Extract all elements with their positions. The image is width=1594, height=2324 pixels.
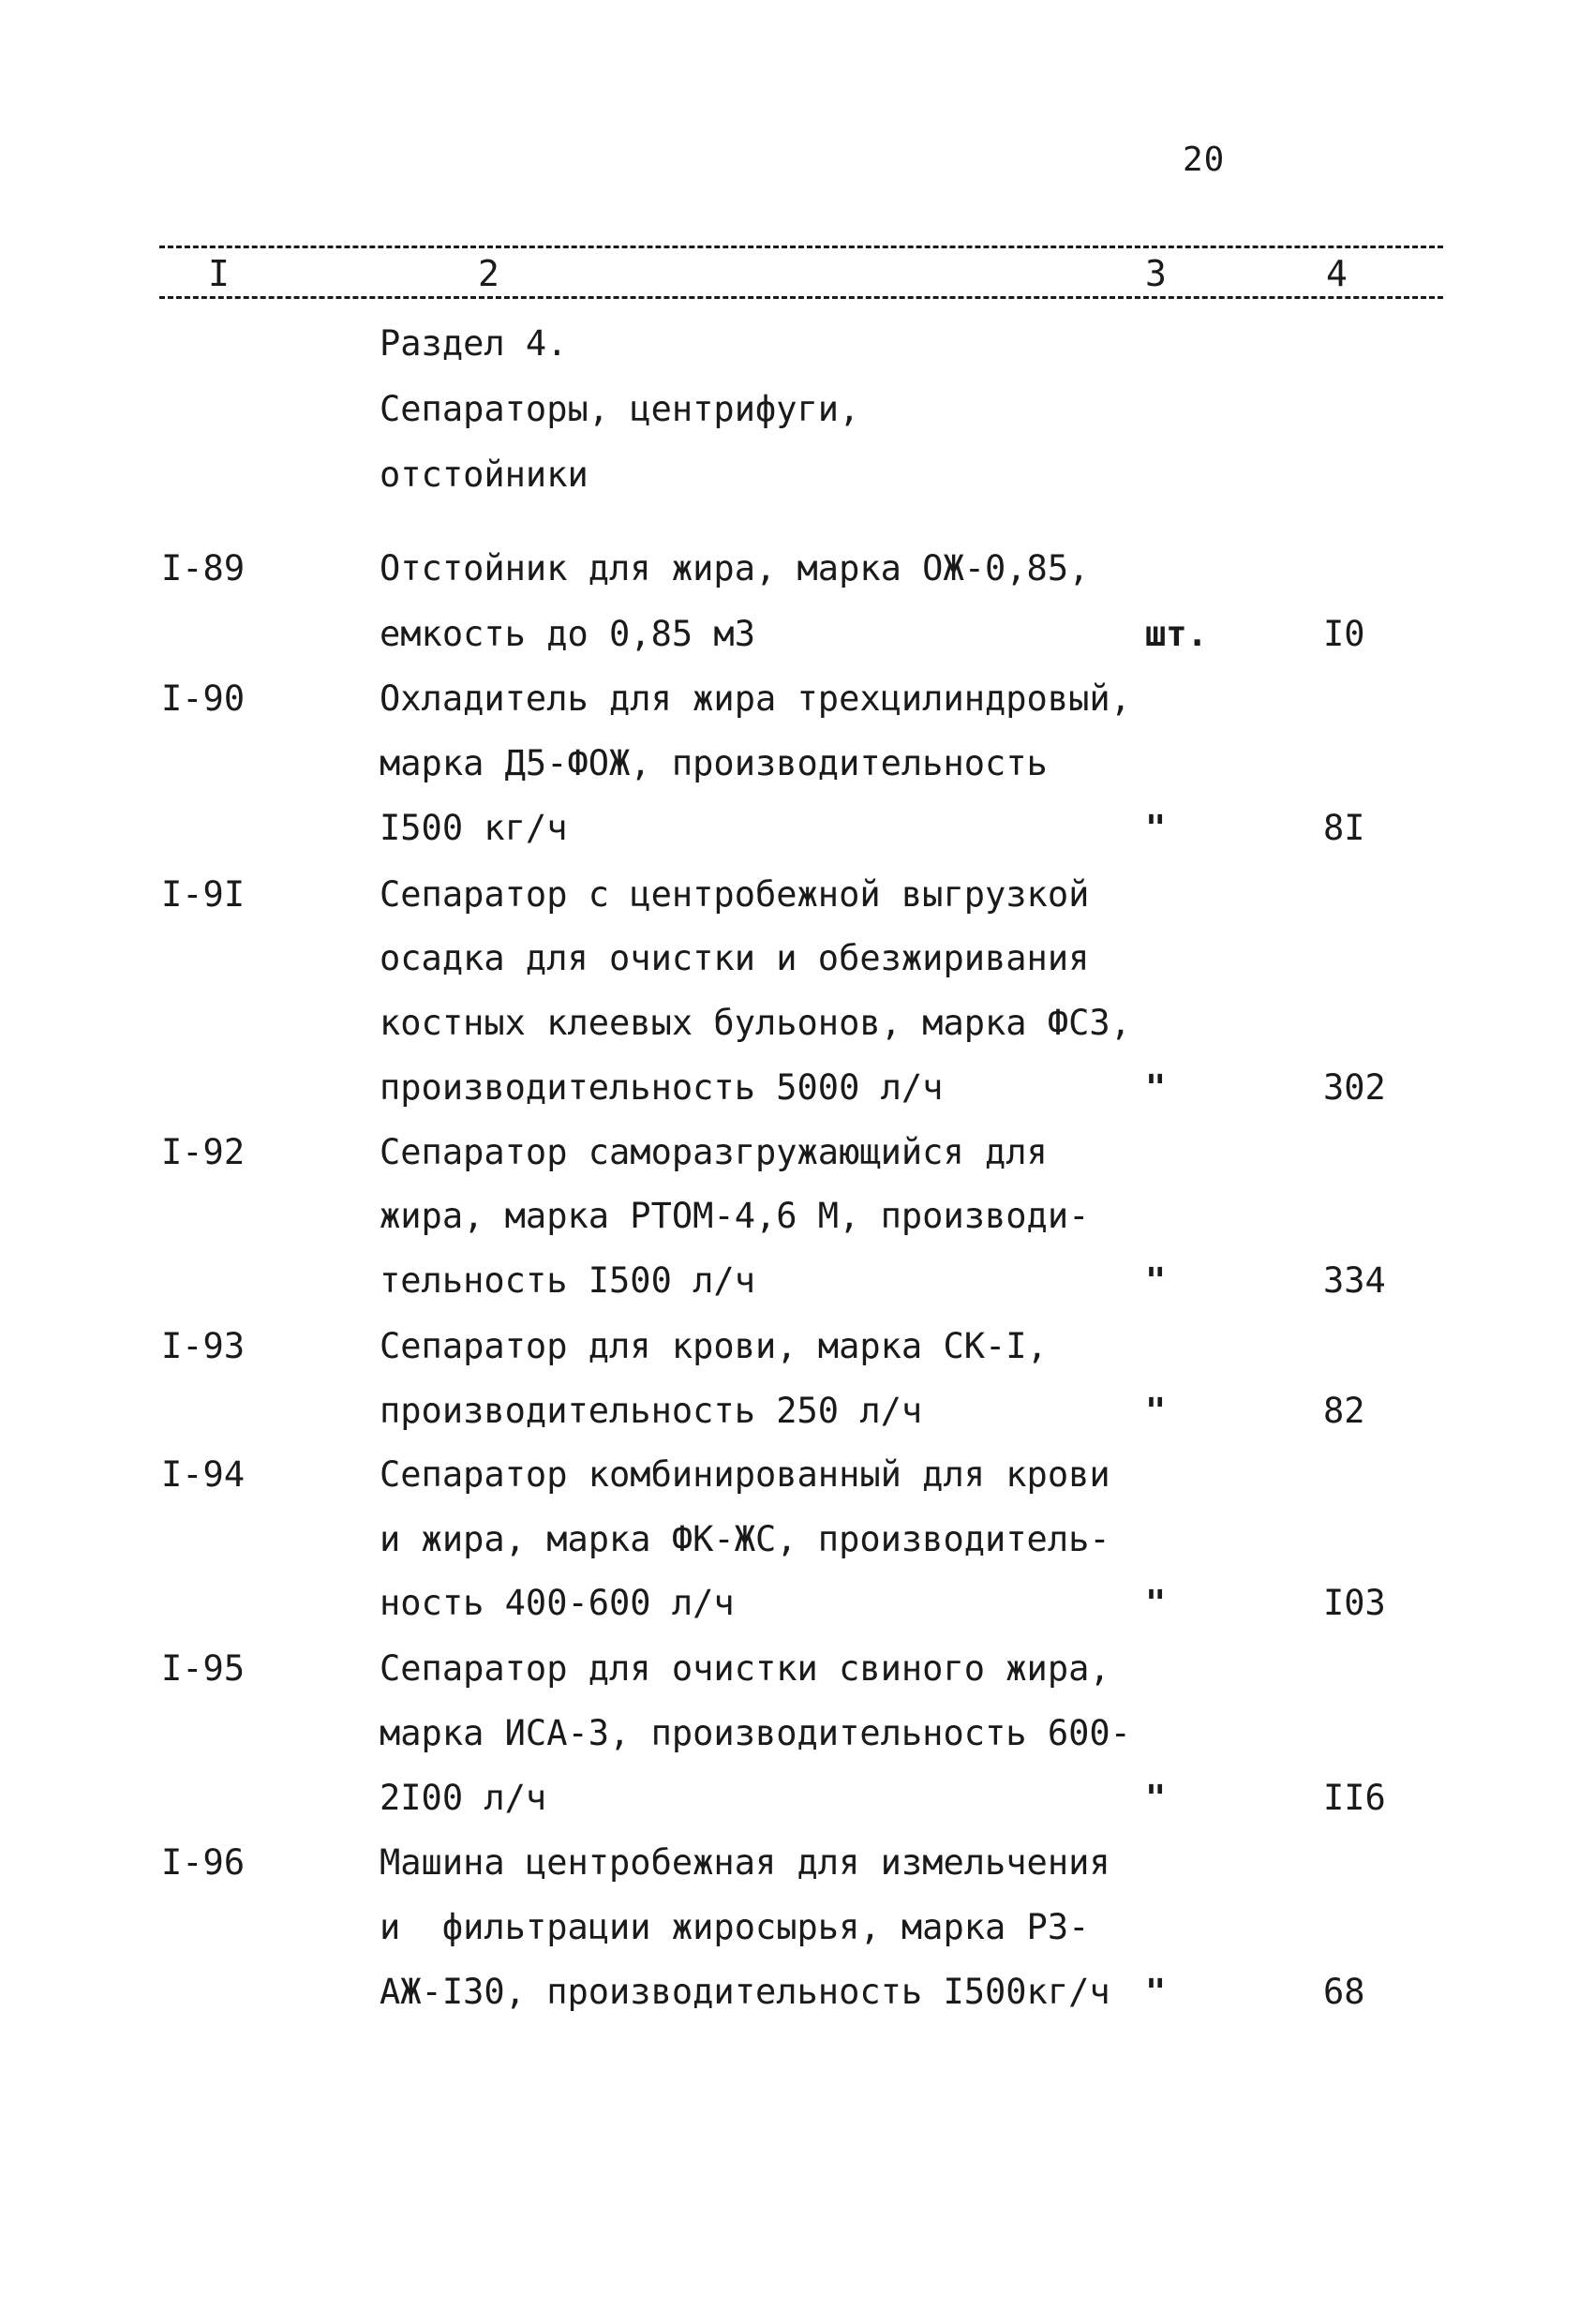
row-description-line: 2I00 л/ч [380,1778,547,1818]
row-description-line: производительность 250 л/ч [380,1391,923,1431]
row-description-line: емкость до 0,85 м3 [380,614,755,654]
row-description-line: марка Д5-ФОЖ, производительность [380,743,1048,783]
row-description-line: АЖ-I30, производительность I500кг/ч [380,1972,1110,2012]
page-number: 20 [1183,141,1226,179]
row-description-line: Сепаратор с центробежной выгрузкой [380,874,1090,915]
row-number: I-89 [161,548,246,588]
row-description-line: Сепаратор для очистки свиного жира, [380,1648,1110,1689]
row-quantity: 82 [1323,1391,1365,1431]
row-number: I-95 [161,1648,246,1689]
column-header-3: 3 [1145,253,1167,294]
row-unit: " [1145,808,1167,848]
row-quantity: I0 [1323,614,1365,654]
row-unit: " [1145,1067,1167,1108]
column-header-1: I [208,253,230,294]
row-description-line: тельность I500 л/ч [380,1260,755,1301]
table-header-top-rule [159,246,1443,248]
row-number: I-94 [161,1454,246,1495]
row-unit: шт. [1145,614,1208,654]
row-description-line: костных клеевых бульонов, марка ФСЗ, [380,1003,1131,1043]
section-title-line: отстойники [380,454,588,495]
row-description-line: и жира, марка ФК-ЖС, производитель- [380,1519,1110,1559]
row-description-line: и фильтрации жиросырья, марка РЗ- [380,1907,1090,1947]
column-header-2: 2 [478,253,499,294]
row-number: I-96 [161,1842,246,1883]
row-quantity: I03 [1323,1583,1386,1623]
row-description-line: осадка для очистки и обезжиривания [380,938,1090,978]
row-description-line: производительность 5000 л/ч [380,1067,944,1108]
section-title-line: Сепараторы, центрифуги, [380,389,860,429]
row-number: I-93 [161,1326,246,1366]
row-quantity: 8I [1323,808,1365,848]
row-description-line: ность 400-600 л/ч [380,1583,735,1623]
row-description-line: Отстойник для жира, марка ОЖ-0,85, [380,548,1090,588]
row-description-line: I500 кг/ч [380,808,568,848]
table-header-bottom-rule [159,296,1443,299]
section-heading: Раздел 4. [380,323,568,364]
row-description-line: Сепаратор саморазгружающийся для [380,1132,1048,1172]
row-quantity: 302 [1323,1067,1386,1108]
row-description-line: марка ИСА-3, производительность 600- [380,1713,1131,1753]
row-description-line: Сепаратор для крови, марка СК-I, [380,1326,1048,1366]
row-description-line: Машина центробежная для измельчения [380,1842,1110,1883]
row-unit: " [1145,1778,1167,1818]
row-description-line: Охладитель для жира трехцилиндровый, [380,678,1131,719]
row-unit: " [1145,1391,1167,1431]
row-number: I-92 [161,1132,246,1172]
row-description-line: жира, марка РТОМ-4,6 М, производи- [380,1196,1090,1236]
row-quantity: 68 [1323,1972,1365,2012]
row-number: I-9I [161,874,246,915]
row-quantity: II6 [1323,1778,1386,1818]
row-unit: " [1145,1260,1167,1301]
row-quantity: 334 [1323,1260,1386,1301]
row-unit: " [1145,1972,1167,2012]
row-unit: " [1145,1583,1167,1623]
row-number: I-90 [161,678,246,719]
column-header-4: 4 [1326,253,1348,294]
row-description-line: Сепаратор комбинированный для крови [380,1454,1110,1495]
